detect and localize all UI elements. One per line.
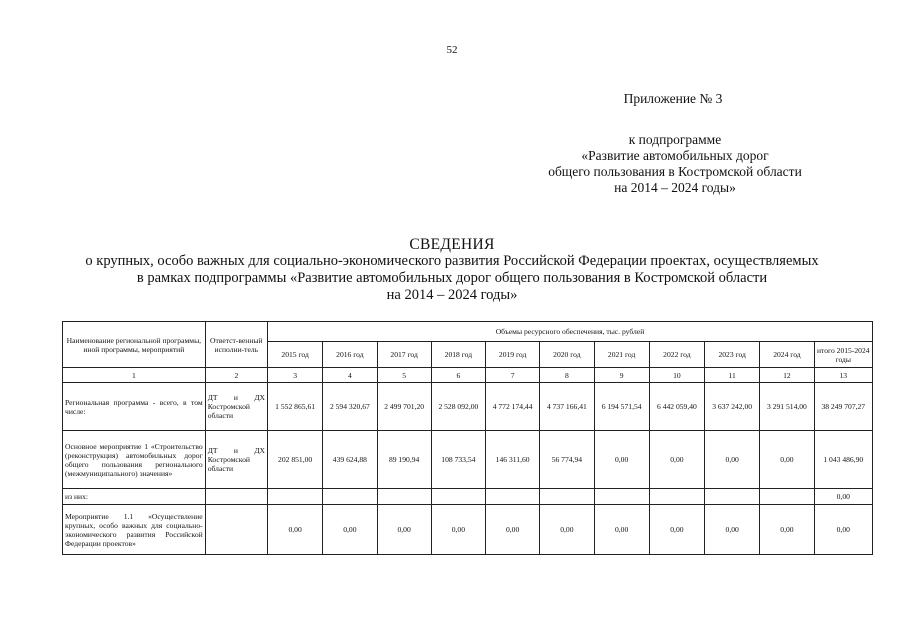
row-value: 0,00 [323, 505, 377, 555]
column-number: 2 [205, 368, 267, 383]
row-value: 0,00 [431, 505, 485, 555]
row-value: 6 442 059,40 [649, 383, 704, 431]
row-value [323, 489, 377, 505]
row-value: 2 594 320,67 [323, 383, 377, 431]
column-number: 12 [760, 368, 814, 383]
table-row [63, 431, 873, 489]
row-value: 0,00 [705, 431, 760, 489]
row-value [431, 489, 485, 505]
row-value [594, 489, 649, 505]
row-total: 0,00 [814, 505, 872, 555]
header-row [63, 322, 873, 342]
header-year: 2016 год [323, 342, 377, 368]
row-value: 439 624,88 [323, 431, 377, 489]
row-value: 56 774,94 [540, 431, 594, 489]
row-value: 0,00 [540, 505, 594, 555]
row-total: 38 249 707,27 [814, 383, 872, 431]
row-value [760, 489, 814, 505]
header-year: 2018 год [431, 342, 485, 368]
row-value [267, 489, 322, 505]
heading-line: в рамках подпрограммы «Развитие автомобильных дорог общего пользования в Костромской области [136, 270, 768, 286]
table-row [63, 489, 873, 505]
row-value: 1 552 865,61 [267, 383, 322, 431]
column-number: 6 [431, 368, 485, 383]
row-executor: ДТ и ДХ Костромской области [205, 383, 267, 431]
row-name: Основное мероприятие 1 «Строительство (реконструкция) автомобильных дорог общего пользования регионального (межмуниципального) значения» [63, 431, 206, 489]
row-value: 0,00 [594, 431, 649, 489]
column-numbers-row [63, 368, 873, 383]
column-number: 1 [63, 368, 206, 383]
row-name: из них: [63, 489, 206, 505]
appendix-line: на 2014 – 2024 годы» [614, 180, 736, 195]
heading-line: на 2014 – 2024 годы» [386, 287, 518, 303]
row-executor [205, 505, 267, 555]
appendix-subtitle [520, 132, 830, 196]
header-year: 2017 год [377, 342, 431, 368]
row-value [486, 489, 540, 505]
row-value: 2 499 701,20 [377, 383, 431, 431]
column-number: 4 [323, 368, 377, 383]
header-volumes: Объемы ресурсного обеспечения, тыс. рублей [267, 322, 872, 342]
column-number: 7 [486, 368, 540, 383]
row-value: 0,00 [705, 505, 760, 555]
column-number: 13 [814, 368, 872, 383]
page-number: 52 [446, 44, 458, 56]
appendix-line: «Развитие автомобильных дорог [581, 148, 769, 163]
column-number: 8 [540, 368, 594, 383]
resources-table [62, 321, 873, 555]
row-value: 0,00 [649, 431, 704, 489]
column-number: 11 [705, 368, 760, 383]
header-year: 2015 год [267, 342, 322, 368]
row-name: Региональная программа - всего, в том числе: [63, 383, 206, 431]
appendix-line: общего пользования в Костромской области [548, 164, 802, 179]
row-value [377, 489, 431, 505]
row-value: 6 194 571,54 [594, 383, 649, 431]
column-number: 3 [267, 368, 322, 383]
row-value: 108 733,54 [431, 431, 485, 489]
row-value: 0,00 [760, 505, 814, 555]
row-value [649, 489, 704, 505]
header-year: 2022 год [649, 342, 704, 368]
heading-title: СВЕДЕНИЯ [409, 236, 495, 253]
table-row [63, 505, 873, 555]
row-name: Мероприятие 1.1 «Осуществление крупных, особо важных для социально-экономического развития Российской Федерации проектов» [63, 505, 206, 555]
row-value: 146 311,60 [486, 431, 540, 489]
document-heading [0, 236, 904, 304]
table-row [63, 383, 873, 431]
header-year: 2023 год [705, 342, 760, 368]
row-total: 0,00 [814, 489, 872, 505]
header-executor: Ответст-венный исполни-тель [205, 322, 267, 368]
row-value: 2 528 092,00 [431, 383, 485, 431]
appendix-line: к подпрограмме [628, 132, 722, 147]
row-total: 1 043 486,90 [814, 431, 872, 489]
row-value: 4 772 174,44 [486, 383, 540, 431]
row-value: 0,00 [594, 505, 649, 555]
row-executor [205, 489, 267, 505]
column-number: 5 [377, 368, 431, 383]
row-value: 0,00 [486, 505, 540, 555]
appendix-title: Приложение № 3 [623, 91, 723, 106]
row-executor: ДТ и ДХ Костромской области [205, 431, 267, 489]
row-value: 3 637 242,00 [705, 383, 760, 431]
row-value: 0,00 [377, 505, 431, 555]
row-value [705, 489, 760, 505]
header-year: 2021 год [594, 342, 649, 368]
column-number: 9 [594, 368, 649, 383]
header-year: 2019 год [486, 342, 540, 368]
header-year: 2024 год [760, 342, 814, 368]
row-value: 0,00 [760, 431, 814, 489]
row-value: 89 190,94 [377, 431, 431, 489]
row-value [540, 489, 594, 505]
row-value: 0,00 [267, 505, 322, 555]
header-year: 2020 год [540, 342, 594, 368]
row-value: 0,00 [649, 505, 704, 555]
row-value: 202 851,00 [267, 431, 322, 489]
row-value: 4 737 166,41 [540, 383, 594, 431]
heading-line: о крупных, особо важных для социально-экономического развития Российской Федерации проектах, осуществляемых [85, 253, 819, 269]
row-value: 3 291 514,00 [760, 383, 814, 431]
header-name: Наименование региональной программы, иной программы, мероприятий [63, 322, 206, 368]
header-total: итого 2015-2024 годы [814, 342, 872, 368]
column-number: 10 [649, 368, 704, 383]
